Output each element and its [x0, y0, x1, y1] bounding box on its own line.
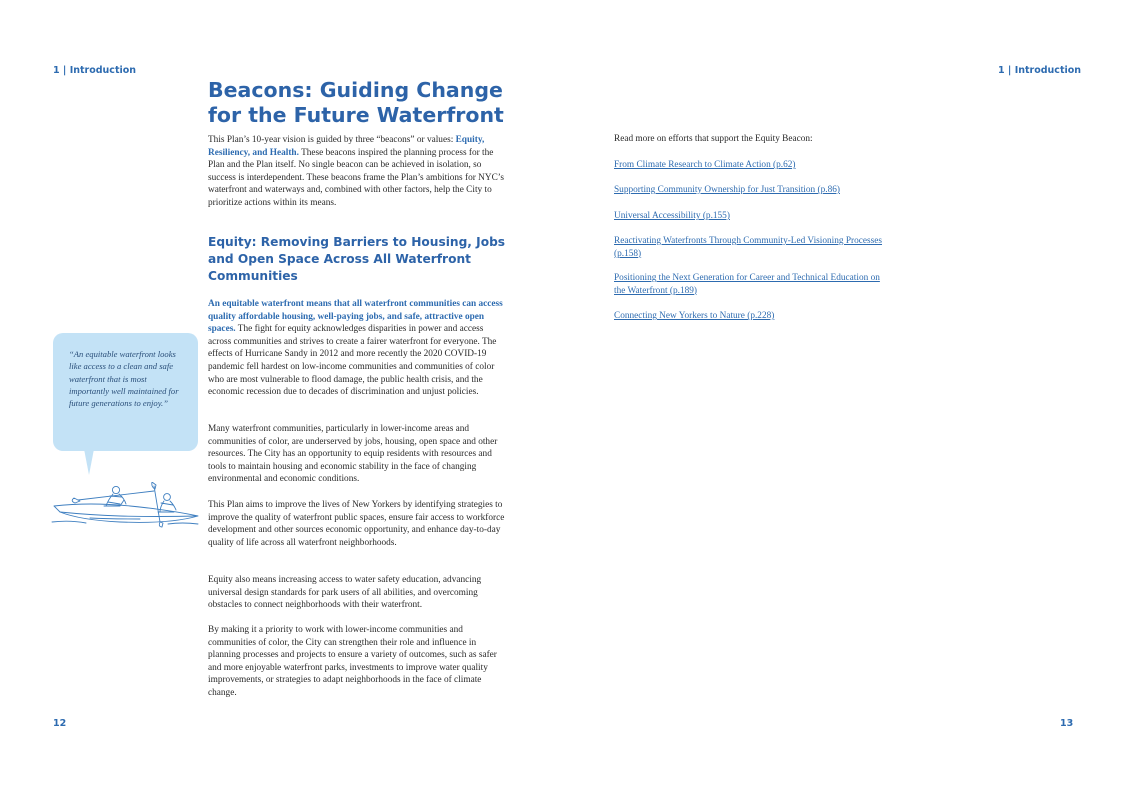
- paragraph-plan-aims: This Plan aims to improve the lives of New Yorkers by identifying strategies to improve the quality of waterfront public spaces, ensure fair access to workforce development and other sources economic opportunity, and enhance day-to-day quality of life across all waterfront neighborhoods.: [208, 500, 505, 548]
- equity-paragraph: [208, 298, 508, 399]
- beacons-highlight: Equity, Resiliency, and Health.: [208, 135, 485, 158]
- kayakers-illustration: [50, 482, 202, 528]
- link-reactivating-waterfronts[interactable]: Reactivating Waterfronts Through Community-Led Visioning Processes (p.158): [614, 236, 883, 259]
- right-page-header: 1 | Introduction: [998, 65, 1082, 76]
- paragraph-underserved: Many waterfront communities, particularly in lower-income areas and communities of color, are underserved by jobs, housing, open space and other resources. The City has an opportunity to equip residents with resources and tools to maintain housing and economic stability in the face of changing environmental and economic conditions.: [208, 424, 498, 485]
- link-universal-accessibility[interactable]: Universal Accessibility (p.155): [614, 211, 730, 221]
- link-climate-research[interactable]: From Climate Research to Climate Action (p.62): [614, 160, 796, 170]
- paragraph-priority: By making it a priority to work with lower-income communities and communities of color, the City can strengthen their role and influence in planning processes and projects to ensure a variety of outcomes, such as safer and more enjoyable waterfront parks, investments to improve water quality improvements, or strategies to adapt neighborhoods in the face of climate change.: [208, 625, 497, 698]
- right-page-number: 13: [1060, 718, 1074, 729]
- link-community-ownership[interactable]: Supporting Community Ownership for Just Transition (p.86): [614, 185, 840, 195]
- equity-text: The fight for equity acknowledges disparities in power and access across communities and strives to create a fairer waterfront for everyone. The effects of Hurricane Sandy in 2012 and more recently the 2020 COVID-19 pandemic fell hardest on low-income communities and communities of color who are most vulnerable to flood damage, the public health crisis, and the economic recession due to decades of discrimination and unjust policies.: [208, 324, 497, 398]
- intro-paragraph: [208, 134, 508, 210]
- left-page-header: 1 | Introduction: [53, 65, 137, 76]
- intro-text-post: These beacons inspired the planning process for the Plan and the Plan itself. No single beacon can be achieved in isolation, so success is interdependent. These beacons frame the Plan’s ambitions for NYC’s waterfront and waterways and, combined with other factors, help the City to prioritize actions within its means.: [208, 147, 504, 208]
- paragraph-water-safety: Equity also means increasing access to water safety education, advancing universal design standards for park users of all abilities, and overcoming obstacles to connect neighborhoods with their waterfront.: [208, 575, 482, 611]
- left-page-number: 12: [53, 718, 67, 729]
- read-more-label: Read more on efforts that support the Equity Beacon:: [614, 134, 813, 144]
- quote-bubble-tail: [84, 449, 94, 475]
- intro-text-pre: This Plan’s 10-year vision is guided by three “beacons” or values:: [208, 135, 456, 145]
- pull-quote: “An equitable waterfront looks like access to a clean and safe waterfront that is most importantly well maintained for future generations to enjoy.”: [69, 349, 179, 409]
- link-next-generation[interactable]: Positioning the Next Generation for Career and Technical Education on the Waterfront (p.189): [614, 273, 880, 296]
- equity-subheading: Equity: Removing Barriers to Housing, Jobs and Open Space Across All Waterfront Communities: [208, 235, 506, 283]
- equity-highlight: An equitable waterfront means that all waterfront communities can access quality affordable housing, well-paying jobs, and safe, attractive open spaces.: [208, 299, 503, 335]
- page-title: Beacons: Guiding Change for the Future Waterfront: [208, 78, 504, 127]
- link-connecting-nature[interactable]: Connecting New Yorkers to Nature (p.228): [614, 311, 775, 321]
